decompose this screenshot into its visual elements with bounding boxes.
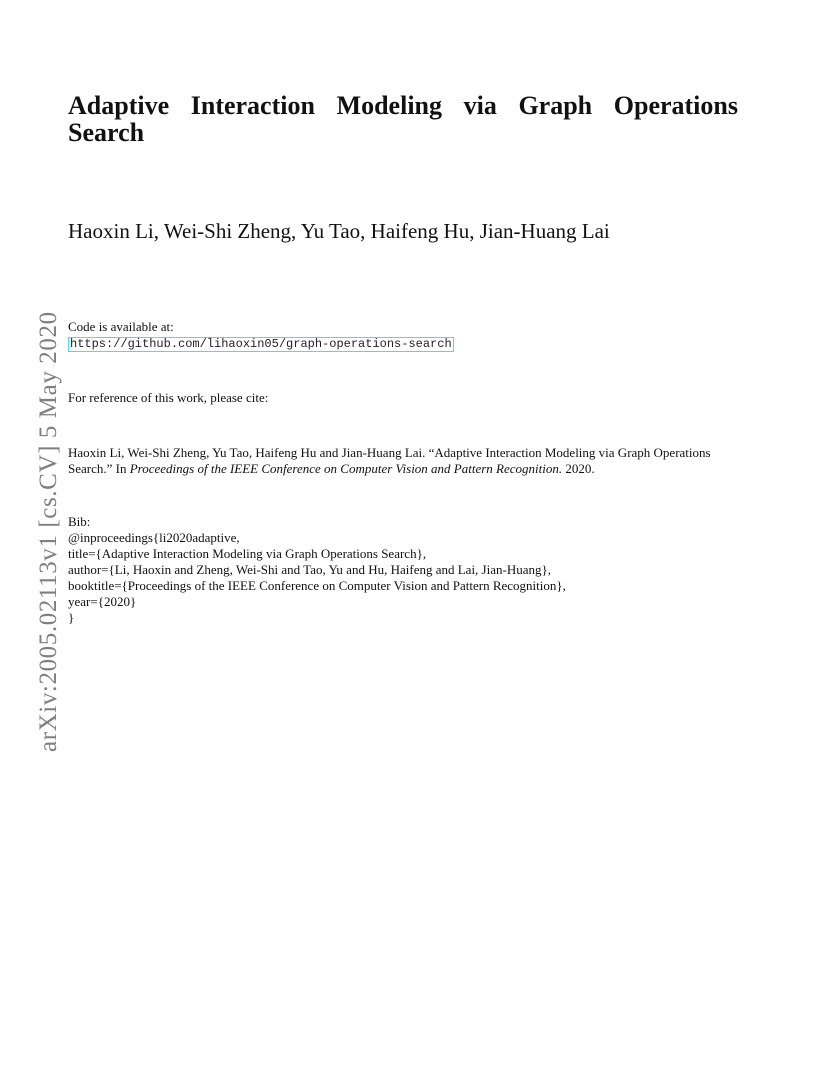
citation-text <box>68 445 748 477</box>
code-availability-section <box>68 319 748 352</box>
bib-label: Bib: <box>68 514 91 529</box>
bib-line: @inproceedings{li2020adaptive, <box>68 530 240 545</box>
bib-line: } <box>68 610 75 625</box>
github-repo-link[interactable]: https://github.com/lihaoxin05/graph-operations-search <box>70 337 452 351</box>
bib-line: author={Li, Haoxin and Zheng, Wei-Shi and Tao, Yu and Hu, Haifeng and Lai, Jian-Huang}, <box>68 562 551 577</box>
bibtex-section <box>68 514 748 626</box>
paper-title: Adaptive Interaction Modeling via Graph Operations Search <box>68 91 738 147</box>
arxiv-identifier-stamp: arXiv:2005.02113v1 [cs.CV] 5 May 2020 <box>35 311 62 752</box>
paper-authors: Haoxin Li, Wei-Shi Zheng, Yu Tao, Haifeng Hu, Jian-Huang Lai <box>68 219 610 243</box>
bib-line: year={2020} <box>68 594 137 609</box>
citation-venue: Proceedings of the IEEE Conference on Computer Vision and Pattern Recognition. <box>129 461 563 476</box>
citation-year: 2020. <box>562 461 595 476</box>
citation-prefix: Haoxin Li, Wei-Shi Zheng, Yu Tao, Haifeng Hu and Jian-Huang Lai. “Adaptive Interaction Modeling via Graph Operations Search.” In <box>68 445 711 476</box>
bib-line: title={Adaptive Interaction Modeling via Graph Operations Search}, <box>68 546 427 561</box>
bib-line: booktitle={Proceedings of the IEEE Conference on Computer Vision and Pattern Recognition}, <box>68 578 566 593</box>
code-label: Code is available at: <box>68 319 174 334</box>
reference-label: For reference of this work, please cite: <box>68 390 269 405</box>
